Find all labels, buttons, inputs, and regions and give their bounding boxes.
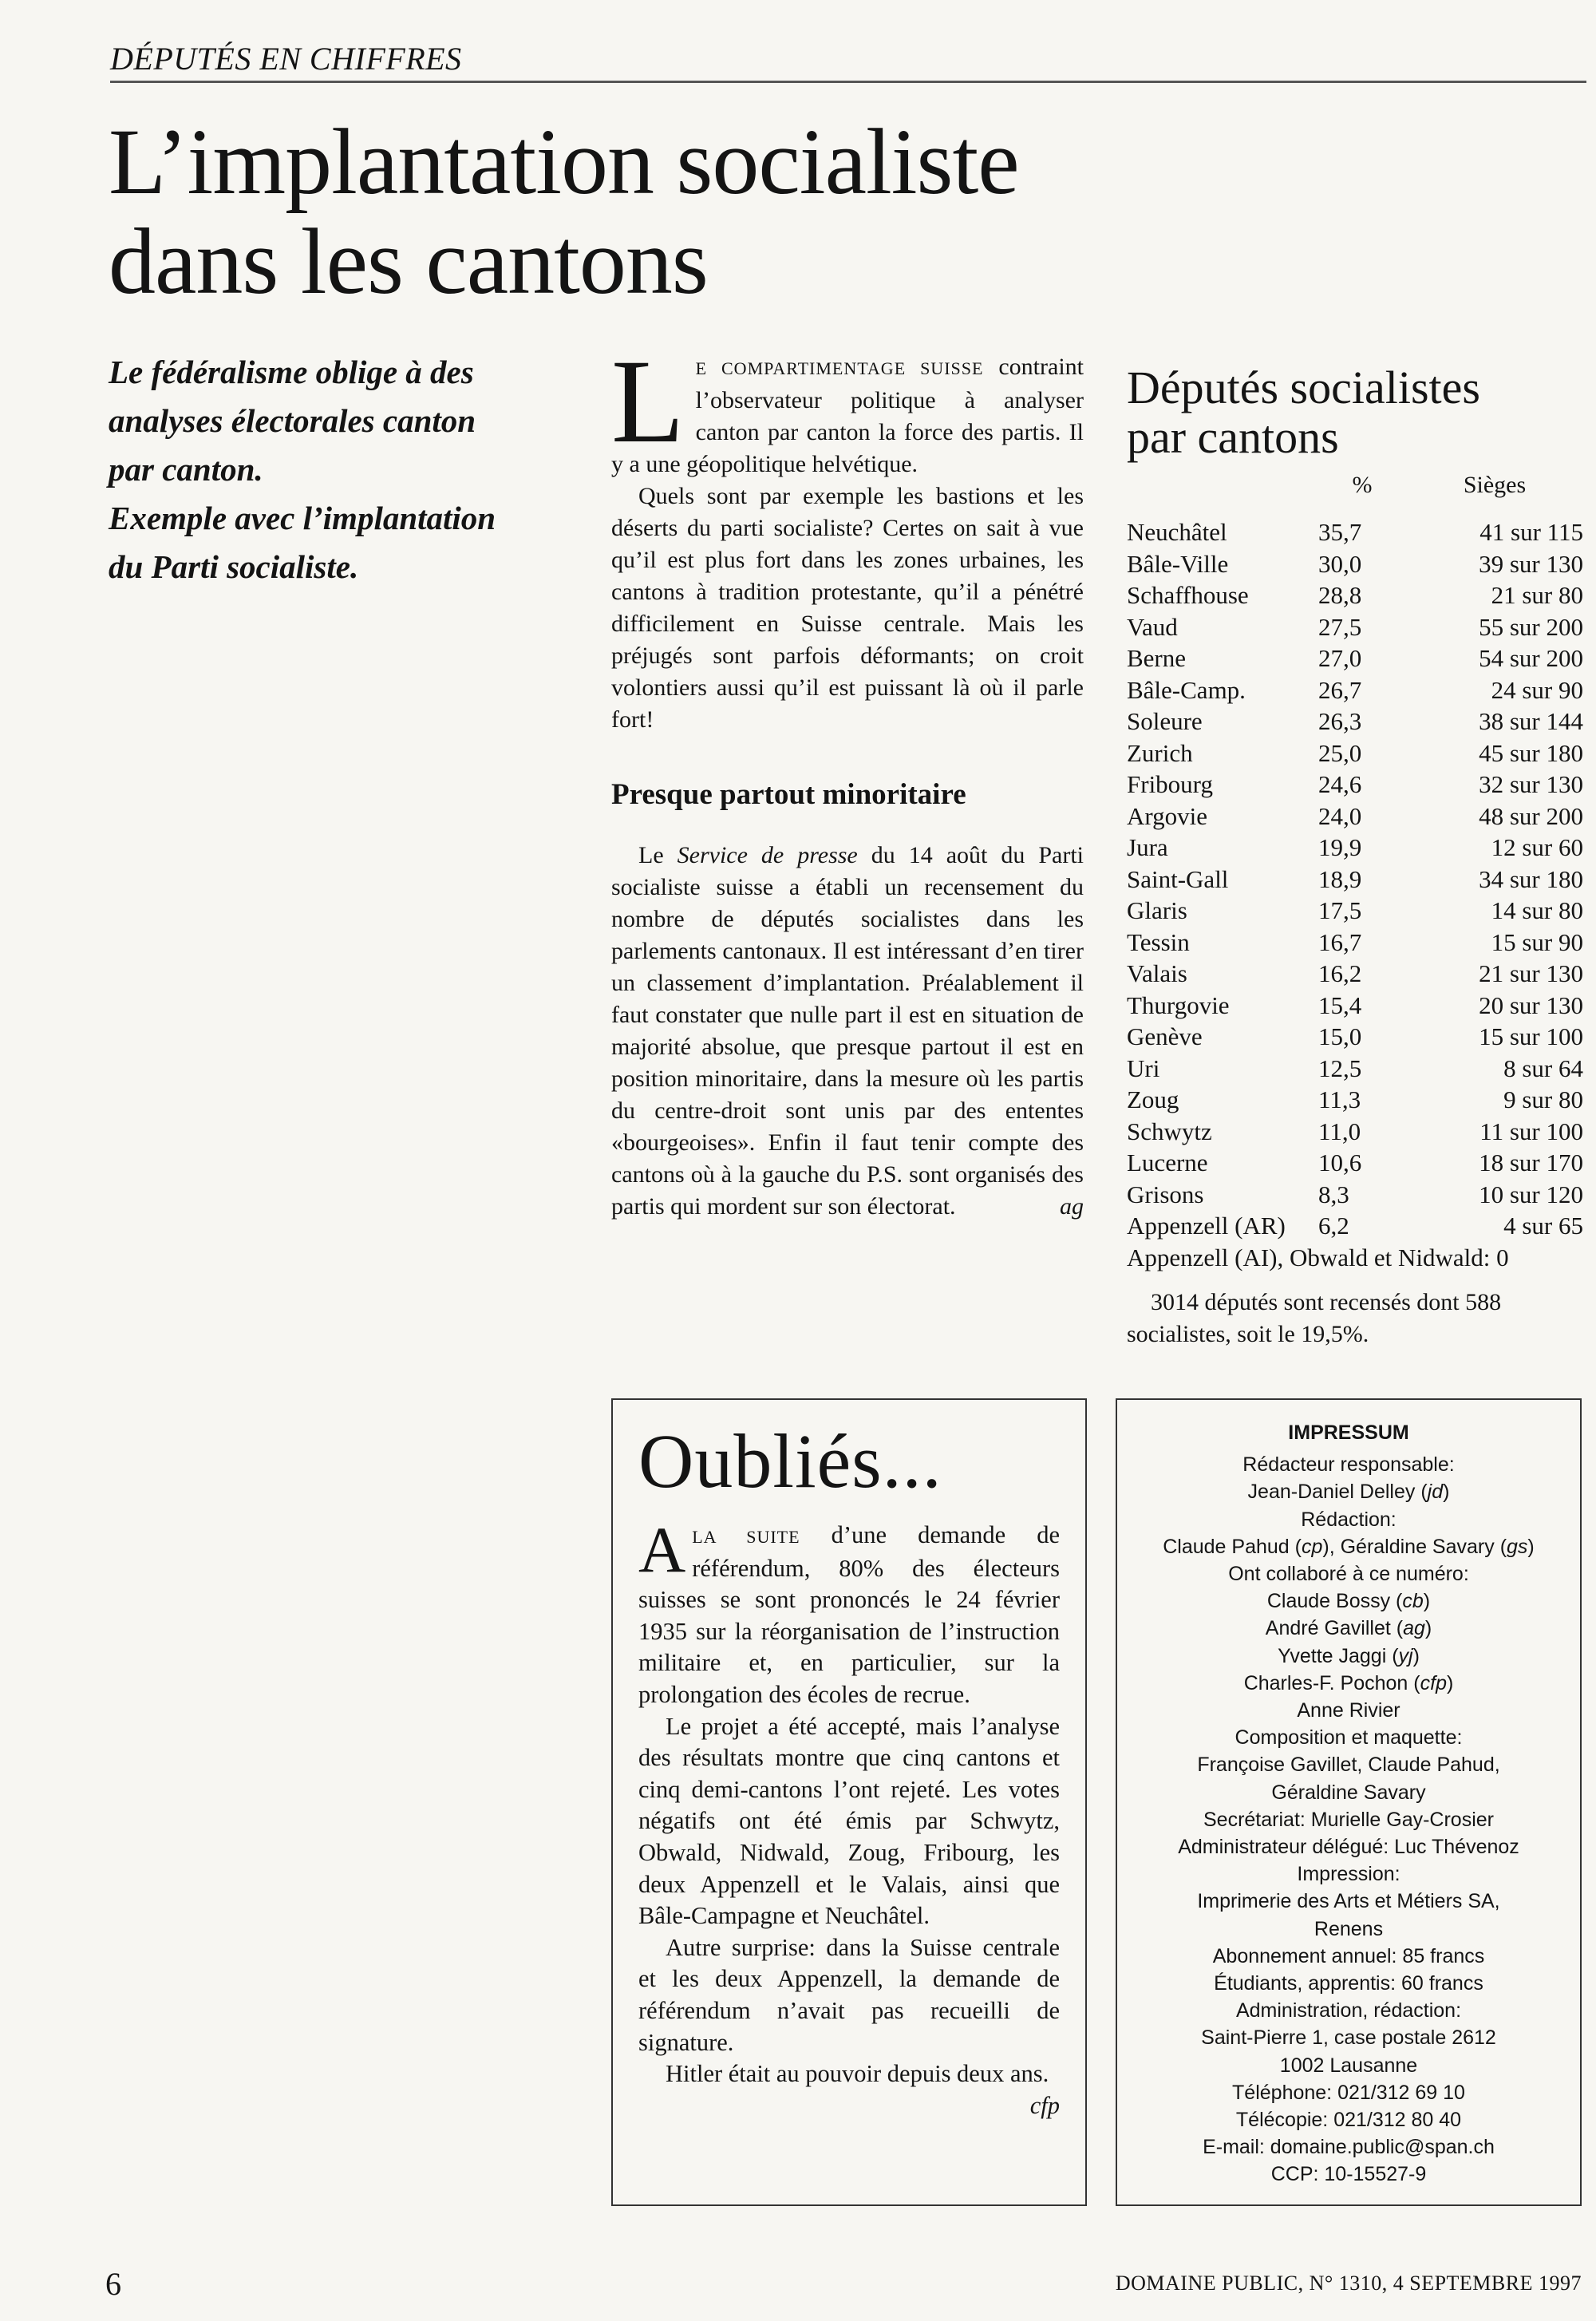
table-title [1127, 363, 1582, 462]
article-text: contraint l’observateur politique à analyser canton par canton la force des partis. Il y a une géopolitique helvétique. [611, 354, 1084, 477]
impressum-text: ), Géraldine Savary ( [1322, 1535, 1507, 1558]
canton-cell: Appenzell (AR) [1127, 1212, 1286, 1240]
impressum-line [1125, 1643, 1572, 1670]
canton-cell: Saint-Gall [1127, 864, 1229, 893]
impressum-initials: ag [1403, 1617, 1425, 1640]
seats-cell: 8 sur 64 [1503, 1054, 1583, 1082]
oublies-text: d’une demande de référendum, 80% des électeurs suisses se sont prononcés le 24 février 1935 sur la réorganisation de l’instruction militaire et, en particulier, sur la prolongation des écoles de recrue. [638, 1521, 1060, 1708]
dropcap: A [638, 1513, 686, 1586]
percent-cell: 24,0 [1318, 801, 1362, 830]
percent-cell: 12,5 [1318, 1054, 1362, 1082]
table-row [1127, 1053, 1583, 1085]
table-row [1127, 674, 1583, 706]
percent-cell: 25,0 [1318, 738, 1362, 767]
percent-cell: 28,8 [1318, 581, 1362, 609]
impressum-initials: cp [1301, 1535, 1323, 1558]
impressum-box [1116, 1398, 1582, 2206]
impressum-line: Abonnement annuel: 85 francs [1212, 1944, 1485, 1967]
author-signature: ag [1060, 1193, 1084, 1220]
headline-line: L’implantation socialiste [109, 109, 1019, 214]
oublies-paragraph: Autre surprise: dans la Suisse centrale et les deux Appenzell, la demande de référendum n’avait pas recueilli de signature. [638, 1933, 1060, 2056]
impressum-initials: yj [1398, 1644, 1413, 1667]
table-row [1127, 1147, 1583, 1179]
seats-cell: 54 sur 200 [1479, 644, 1583, 672]
table-summary: 3014 députés sont recensés dont 588 socialistes, soit le 19,5%. [1127, 1288, 1502, 1347]
impressum-line: Géraldine Savary [1271, 1781, 1426, 1804]
seats-cell: 11 sur 100 [1479, 1117, 1583, 1145]
oublies-text: Hitler était au pouvoir depuis deux ans. [666, 2060, 1049, 2088]
seats-cell: 12 sur 60 [1491, 833, 1583, 861]
percent-cell: 17,5 [1318, 896, 1362, 924]
article-smallcaps-lead: E COMPARTIMENTAGE SUISSE [695, 358, 984, 378]
impressum-text: Jean-Daniel Delley ( [1247, 1481, 1428, 1504]
canton-cell: Uri [1127, 1054, 1160, 1082]
impressum-text: ) [1423, 1590, 1431, 1613]
lead-line: du Parti socialiste. [109, 548, 359, 585]
seats-cell: 9 sur 80 [1503, 1085, 1583, 1113]
impressum-line: CCP: 10-15527-9 [1270, 2163, 1427, 2186]
seats-cell: 14 sur 80 [1491, 896, 1583, 924]
table-title-line: Députés socialistes [1127, 362, 1480, 413]
impressum-line: Impression: [1297, 1863, 1400, 1886]
headline [109, 109, 1226, 314]
header-seats: Sièges [1463, 472, 1527, 498]
impressum-line: Françoise Gavillet, Claude Pahud, [1197, 1754, 1500, 1777]
impressum-line: Imprimerie des Arts et Métiers SA, [1197, 1890, 1500, 1913]
headline-line: dans les cantons [109, 209, 708, 314]
seats-cell: 32 sur 130 [1479, 770, 1583, 798]
table-row [1127, 611, 1583, 643]
impressum-line: Téléphone: 021/312 69 10 [1232, 2081, 1465, 2104]
table-row [1127, 1021, 1583, 1053]
article-text: Le [638, 842, 678, 868]
canton-cell: Glaris [1127, 896, 1187, 924]
table-row [1127, 769, 1583, 801]
impressum-text: ) [1527, 1535, 1535, 1558]
oublies-smallcaps-lead: LA SUITE [692, 1527, 800, 1547]
deputes-table-block [1127, 363, 1582, 1350]
seats-cell: 41 sur 115 [1479, 518, 1583, 546]
table-row [1127, 1179, 1583, 1211]
impressum-text: Charles-F. Pochon ( [1243, 1671, 1420, 1694]
canton-cell: Jura [1127, 833, 1168, 861]
canton-cell: Fribourg [1127, 770, 1213, 798]
canton-cell: Valais [1127, 959, 1187, 987]
author-signature: cfp [1029, 2091, 1060, 2119]
table-row [1127, 801, 1583, 832]
dropcap: L [611, 335, 685, 468]
table-row [1127, 548, 1583, 580]
table-row [1127, 706, 1583, 737]
percent-cell: 26,3 [1318, 707, 1362, 735]
canton-cell: Schwytz [1127, 1117, 1212, 1145]
table-row [1127, 832, 1583, 864]
table-footnote: Appenzell (AI), Obwald et Nidwald: 0 [1127, 1243, 1509, 1271]
seats-cell: 24 sur 90 [1491, 675, 1583, 704]
percent-cell: 24,6 [1318, 770, 1362, 798]
percent-cell: 30,0 [1318, 549, 1362, 578]
table-header-row [1127, 472, 1583, 516]
canton-cell: Thurgovie [1127, 990, 1230, 1019]
impressum-line: Ont collaboré à ce numéro: [1228, 1563, 1469, 1586]
impressum-line: Anne Rivier [1297, 1699, 1400, 1722]
percent-cell: 27,5 [1318, 612, 1362, 641]
table-row [1127, 579, 1583, 611]
canton-cell: Lucerne [1127, 1149, 1208, 1176]
seats-cell: 39 sur 130 [1479, 549, 1583, 578]
table-row [1127, 737, 1583, 769]
article-subhead: Presque partout minoritaire [611, 778, 966, 811]
canton-cell: Soleure [1127, 707, 1203, 735]
seats-cell: 15 sur 100 [1479, 1022, 1583, 1050]
impressum-line [1125, 1533, 1572, 1560]
impressum-text: Yvette Jaggi ( [1278, 1644, 1399, 1667]
table-row [1127, 958, 1583, 990]
canton-cell: Zurich [1127, 738, 1193, 767]
lead-paragraph [109, 348, 587, 591]
canton-cell: Bâle-Camp. [1127, 675, 1246, 704]
impressum-line: Secrétariat: Murielle Gay-Crosier [1203, 1808, 1494, 1831]
impressum-text: ) [1446, 1671, 1454, 1694]
percent-cell: 15,4 [1318, 990, 1362, 1019]
oublies-paragraph [638, 2058, 1060, 2119]
impressum-text: ) [1443, 1481, 1450, 1504]
canton-cell: Grisons [1127, 1180, 1204, 1208]
table-row [1127, 1210, 1583, 1242]
lead-line: par canton. [109, 451, 263, 488]
table-row [1127, 990, 1583, 1022]
impressum-line: Administrateur délégué: Luc Thévenoz [1178, 1836, 1519, 1859]
canton-cell: Genève [1127, 1022, 1203, 1050]
lead-line: analyses électorales canton [109, 402, 476, 439]
impressum-text: André Gavillet ( [1265, 1617, 1404, 1640]
table-row [1127, 516, 1583, 548]
impressum-text: Claude Pahud ( [1163, 1535, 1302, 1558]
impressum-line [1125, 1670, 1572, 1697]
table-row [1127, 864, 1583, 896]
seats-cell: 18 sur 170 [1479, 1149, 1583, 1176]
impressum-line: Télécopie: 021/312 80 40 [1235, 2109, 1462, 2132]
impressum-line [1125, 1588, 1572, 1615]
percent-cell: 11,3 [1318, 1085, 1361, 1113]
deputes-table [1127, 472, 1583, 1242]
canton-cell: Zoug [1127, 1085, 1179, 1113]
table-row [1127, 1116, 1583, 1148]
lead-line: Exemple avec l’implantation [109, 500, 496, 536]
seats-cell: 34 sur 180 [1479, 864, 1583, 893]
canton-cell: Schaffhouse [1127, 581, 1249, 609]
seats-cell: 21 sur 130 [1479, 959, 1583, 987]
canton-cell: Bâle-Ville [1127, 549, 1229, 578]
article-paragraph [611, 840, 1084, 1223]
publication-name: Service de presse [677, 842, 858, 868]
table-row [1127, 1084, 1583, 1116]
impressum-line [1125, 1478, 1572, 1505]
canton-cell: Vaud [1127, 612, 1178, 641]
page-number: 6 [105, 2266, 121, 2302]
canton-cell: Tessin [1127, 927, 1190, 956]
oublies-title: Oubliés... [638, 1418, 942, 1504]
impressum-line: Renens [1314, 1917, 1384, 1940]
seats-cell: 4 sur 65 [1503, 1212, 1583, 1240]
article-paragraph: Quels sont par exemple les bastions et les déserts du parti socialiste? Certes on sait à vue qu’il est plus fort dans les zones urbaines, les cantons à tradition protestante, qu’il a pénétré difficilement en Suisse centrale. Mais les préjugés sont parfois déformants; on croit volontiers aussi qu’il est puissant là où il parle fort! [611, 483, 1084, 733]
oublies-paragraph [638, 1513, 1060, 1711]
impressum-initials: gs [1507, 1535, 1528, 1558]
table-body [1127, 516, 1583, 1242]
table-row [1127, 643, 1583, 674]
impressum-text: Claude Bossy ( [1266, 1590, 1403, 1613]
canton-cell: Neuchâtel [1127, 518, 1227, 546]
impressum-line: 1002 Lausanne [1279, 2054, 1418, 2077]
article-text: du 14 août du Parti socialiste suisse a établi un recensement du nombre de députés socialistes dans les parlements cantonaux. Il est intéressant d’en tirer un classement d’implantation. Préalablement il faut constater que nulle part il est en situation de majorité absolue, que presque partout il est en position minoritaire, dans la mesure où les partis du centre-droit sont unis par des ententes «bourgeoises». Enfin il faut tenir compte des cantons où à la gauche du P.S. sont organisés des partis qui mordent sur son électorat. [611, 842, 1084, 1220]
footer-issue-info: DOMAINE PUBLIC, N° 1310, 4 SEPTEMBRE 1997 [1115, 2272, 1582, 2295]
table-title-line: par cantons [1127, 411, 1339, 463]
percent-cell: 10,6 [1318, 1149, 1362, 1176]
impressum-line: Étudiants, apprentis: 60 francs [1214, 1972, 1483, 1995]
canton-cell: Argovie [1127, 801, 1208, 830]
header-canton [1127, 472, 1318, 516]
header-percent: % [1352, 472, 1373, 498]
seats-cell: 20 sur 130 [1479, 990, 1583, 1019]
article-paragraph [611, 335, 1084, 480]
seats-cell: 15 sur 90 [1491, 927, 1583, 956]
seats-cell: 21 sur 80 [1491, 581, 1583, 609]
lead-line: Le fédéralisme oblige à des [109, 354, 474, 390]
percent-cell: 8,3 [1318, 1180, 1349, 1208]
percent-cell: 19,9 [1318, 833, 1362, 861]
impressum-line: Saint-Pierre 1, case postale 2612 [1201, 2026, 1496, 2050]
seats-cell: 48 sur 200 [1479, 801, 1583, 830]
percent-cell: 16,7 [1318, 927, 1362, 956]
section-kicker: DÉPUTÉS EN CHIFFRES [110, 40, 1586, 83]
impressum-line: Composition et maquette: [1235, 1726, 1463, 1750]
canton-cell: Berne [1127, 644, 1187, 672]
seats-cell: 38 sur 144 [1479, 707, 1583, 735]
impressum-text: ) [1424, 1617, 1432, 1640]
seats-cell: 45 sur 180 [1479, 738, 1583, 767]
table-row [1127, 895, 1583, 927]
impressum-initials: cfp [1420, 1671, 1447, 1694]
impressum-line: Rédaction: [1301, 1508, 1396, 1531]
percent-cell: 15,0 [1318, 1022, 1362, 1050]
article-body [611, 335, 1084, 1223]
percent-cell: 27,0 [1318, 644, 1362, 672]
impressum-text: ) [1412, 1644, 1420, 1667]
percent-cell: 26,7 [1318, 675, 1362, 704]
impressum-line: Rédacteur responsable: [1242, 1453, 1455, 1477]
impressum-title: IMPRESSUM [1288, 1421, 1409, 1444]
percent-cell: 35,7 [1318, 518, 1362, 546]
oublies-paragraph: Le projet a été accepté, mais l’analyse des résultats montre que cinq cantons et cinq demi-cantons l’ont rejeté. Les votes négatifs ont été émis par Schwytz, Obwald, Nidwald, Zoug, Fribourg, les deux Appenzell et le Valais, ainsi que Bâle-Campagne et Neuchâtel. [638, 1712, 1060, 1930]
seats-cell: 55 sur 200 [1479, 612, 1583, 641]
impressum-initials: cb [1402, 1590, 1424, 1613]
oublies-body [638, 1513, 1060, 2119]
impressum-line [1125, 1615, 1572, 1642]
seats-cell: 10 sur 120 [1479, 1180, 1583, 1208]
percent-cell: 6,2 [1318, 1212, 1349, 1240]
impressum-line: Administration, rédaction: [1235, 1999, 1462, 2022]
impressum-email: E-mail: domaine.public@span.ch [1203, 2136, 1495, 2159]
table-row [1127, 927, 1583, 959]
oublies-box [611, 1398, 1087, 2206]
percent-cell: 18,9 [1318, 864, 1362, 893]
percent-cell: 16,2 [1318, 959, 1362, 987]
impressum-initials: jd [1427, 1481, 1444, 1504]
percent-cell: 11,0 [1318, 1117, 1361, 1145]
